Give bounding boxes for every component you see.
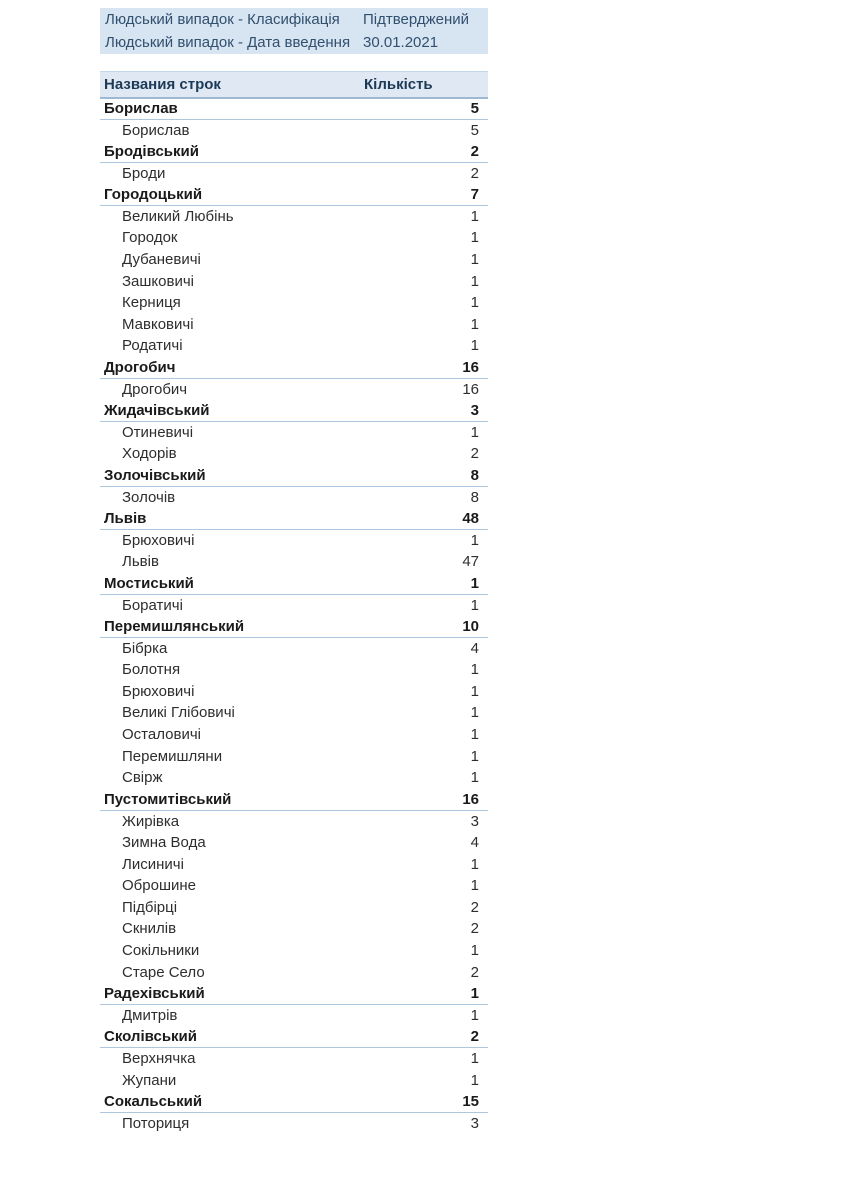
settlement-row — [100, 249, 488, 271]
row-label-cell[interactable]: Болотня — [122, 661, 181, 679]
row-label-cell[interactable]: Дмитрів — [122, 1006, 178, 1024]
row-count-cell[interactable]: 1 — [470, 596, 479, 614]
row-count-cell[interactable]: 1 — [470, 747, 479, 765]
row-label-cell[interactable]: Мостиський — [100, 573, 359, 595]
settlement-row — [100, 681, 488, 703]
settlement-row — [100, 832, 488, 854]
row-label-cell[interactable]: Бродівський — [100, 141, 359, 163]
settlement-row — [100, 659, 488, 681]
row-count-cell[interactable]: 1 — [470, 1050, 479, 1068]
filter-entry-date-value[interactable]: 30.01.2021 — [363, 34, 439, 51]
row-label-cell[interactable]: Броди — [122, 164, 166, 182]
row-count-cell[interactable]: 8 — [359, 465, 488, 487]
pivot-table-body — [100, 98, 488, 1135]
region-row — [100, 357, 488, 379]
settlement-row — [100, 529, 488, 551]
row-count-cell[interactable]: 3 — [470, 812, 479, 830]
row-count-cell[interactable]: 1 — [470, 531, 479, 549]
row-label-cell[interactable]: Дрогобич — [100, 357, 359, 379]
row-count-cell[interactable]: 1 — [470, 337, 479, 355]
region-row — [100, 400, 488, 422]
row-label-cell[interactable]: Жидачівський — [100, 400, 359, 422]
row-label-cell[interactable]: Сокільники — [122, 941, 200, 959]
row-count-cell[interactable]: 2 — [470, 164, 479, 182]
row-count-cell[interactable]: 3 — [359, 400, 488, 422]
row-count-cell[interactable]: 1 — [470, 1071, 479, 1089]
region-row — [100, 789, 488, 811]
row-label-cell[interactable]: Бібрка — [122, 639, 168, 657]
settlement-row — [100, 702, 488, 724]
settlement-row — [100, 875, 488, 897]
settlement-row — [100, 270, 488, 292]
settlement-row — [100, 1004, 488, 1026]
row-count-cell[interactable]: 2 — [470, 963, 479, 981]
row-label-cell[interactable]: Дубаневичі — [122, 250, 201, 268]
row-label-cell[interactable]: Ходорів — [122, 445, 177, 463]
row-count-cell[interactable]: 1 — [470, 208, 479, 226]
row-label-cell[interactable]: Городок — [122, 229, 178, 247]
settlement-row — [100, 637, 488, 659]
settlement-row — [100, 205, 488, 227]
row-count-cell[interactable]: 2 — [359, 1026, 488, 1048]
settlement-row — [100, 853, 488, 875]
row-label-cell[interactable]: Скнилів — [122, 920, 177, 938]
row-label-cell[interactable]: Львів — [122, 553, 159, 571]
row-count-cell[interactable]: 4 — [470, 833, 479, 851]
settlement-row — [100, 1048, 488, 1070]
row-count-cell[interactable]: 2 — [359, 141, 488, 163]
settlement-row — [100, 724, 488, 746]
row-label-cell[interactable]: Верхнячка — [122, 1050, 196, 1068]
pivot-sheet — [100, 8, 488, 1134]
row-count-cell[interactable]: 7 — [359, 184, 488, 206]
row-label-cell[interactable]: Отиневичі — [122, 423, 194, 441]
row-label-cell[interactable]: Великий Любінь — [122, 208, 234, 226]
row-label-cell[interactable]: Свірж — [122, 769, 163, 787]
row-count-cell[interactable]: 1 — [470, 704, 479, 722]
row-count-cell[interactable]: 47 — [462, 553, 479, 571]
header-row-labels[interactable]: Названия строк — [100, 72, 359, 98]
filter-row-classification — [100, 8, 488, 31]
settlement-row — [100, 594, 488, 616]
row-label-cell[interactable]: Підбірці — [122, 898, 178, 916]
row-label-cell[interactable]: Родатичі — [122, 337, 183, 355]
row-count-cell[interactable]: 1 — [470, 726, 479, 744]
row-label-cell[interactable]: Зимна Вода — [122, 833, 206, 851]
settlement-row — [100, 119, 488, 141]
region-row — [100, 983, 488, 1005]
row-label-cell[interactable]: Оброшине — [122, 877, 196, 895]
filter-entry-date-label[interactable]: Людський випадок - Дата введення — [105, 34, 351, 51]
settlement-row — [100, 745, 488, 767]
row-label-cell[interactable]: Перемишляни — [122, 747, 223, 765]
row-label-cell[interactable]: Золочівський — [100, 465, 359, 487]
settlement-row — [100, 378, 488, 400]
row-count-cell[interactable]: 1 — [470, 855, 479, 873]
region-row — [100, 141, 488, 163]
settlement-row — [100, 918, 488, 940]
row-count-cell[interactable]: 1 — [470, 229, 479, 247]
filter-classification-label[interactable]: Людський випадок - Класифікація — [105, 11, 340, 28]
row-count-cell[interactable]: 1 — [470, 682, 479, 700]
row-count-cell[interactable]: 8 — [470, 488, 479, 506]
settlement-row — [100, 767, 488, 789]
settlement-row — [100, 292, 488, 314]
row-label-cell[interactable]: Старе Село — [122, 963, 205, 981]
row-count-cell[interactable]: 1 — [470, 250, 479, 268]
row-count-cell[interactable]: 10 — [359, 616, 488, 638]
settlement-row — [100, 810, 488, 832]
row-label-cell[interactable]: Борислав — [122, 121, 190, 139]
row-count-cell[interactable]: 2 — [470, 445, 479, 463]
row-label-cell[interactable]: Осталовичі — [122, 726, 201, 744]
region-row — [100, 98, 488, 120]
region-row — [100, 465, 488, 487]
row-count-cell[interactable]: 1 — [359, 983, 488, 1005]
pivot-filter-area — [100, 8, 488, 54]
filter-row-entry-date — [100, 31, 488, 54]
row-label-cell[interactable]: Керниця — [122, 294, 181, 312]
row-label-cell[interactable]: Зашковичі — [122, 272, 195, 290]
region-row — [100, 184, 488, 206]
row-count-cell[interactable]: 16 — [462, 380, 479, 398]
row-label-cell[interactable]: Жупани — [122, 1071, 177, 1089]
row-count-cell[interactable]: 3 — [470, 1114, 479, 1132]
row-count-cell[interactable]: 48 — [359, 508, 488, 530]
row-count-cell[interactable]: 1 — [470, 769, 479, 787]
row-label-cell[interactable]: Городоцький — [100, 184, 359, 206]
row-label-cell[interactable]: Боратичі — [122, 596, 183, 614]
row-count-cell[interactable]: 15 — [359, 1091, 488, 1113]
settlement-row — [100, 551, 488, 573]
row-label-cell[interactable]: Сколівський — [100, 1026, 359, 1048]
row-label-cell[interactable]: Радехівський — [100, 983, 359, 1005]
row-count-cell[interactable]: 1 — [470, 941, 479, 959]
region-row — [100, 508, 488, 530]
settlement-row — [100, 1069, 488, 1091]
row-label-cell[interactable]: Поториця — [122, 1114, 190, 1132]
region-row — [100, 616, 488, 638]
row-count-cell[interactable]: 1 — [470, 1006, 479, 1024]
filter-classification-value[interactable]: Підтверджений — [363, 11, 470, 28]
row-label-cell[interactable]: Пустомитівський — [100, 789, 359, 811]
row-count-cell[interactable]: 16 — [359, 789, 488, 811]
row-count-cell[interactable]: 1 — [470, 877, 479, 895]
settlement-row — [100, 1112, 488, 1134]
settlement-row — [100, 227, 488, 249]
row-count-cell[interactable]: 2 — [470, 898, 479, 916]
settlement-row — [100, 443, 488, 465]
settlement-row — [100, 940, 488, 962]
row-count-cell[interactable]: 1 — [359, 573, 488, 595]
row-count-cell[interactable]: 1 — [470, 294, 479, 312]
settlement-row — [100, 896, 488, 918]
settlement-row — [100, 313, 488, 335]
row-label-cell[interactable]: Брюховичі — [122, 682, 195, 700]
row-label-cell[interactable]: Борислав — [100, 98, 359, 120]
region-row — [100, 573, 488, 595]
settlement-row — [100, 335, 488, 357]
row-label-cell[interactable]: Дрогобич — [122, 380, 188, 398]
row-label-cell[interactable]: Перемишлянський — [100, 616, 359, 638]
region-row — [100, 1091, 488, 1113]
row-label-cell[interactable]: Лисиничі — [122, 855, 184, 873]
row-label-cell[interactable]: Золочів — [122, 488, 176, 506]
region-row — [100, 1026, 488, 1048]
row-count-cell[interactable]: 1 — [470, 423, 479, 441]
row-count-cell[interactable]: 5 — [359, 98, 488, 120]
header-count[interactable]: Кількість — [359, 72, 488, 98]
row-count-cell[interactable]: 1 — [470, 272, 479, 290]
row-count-cell[interactable]: 5 — [470, 121, 479, 139]
pivot-table — [100, 71, 488, 1134]
settlement-row — [100, 961, 488, 983]
row-label-cell[interactable]: Брюховичі — [122, 531, 195, 549]
row-count-cell[interactable]: 4 — [470, 639, 479, 657]
row-label-cell[interactable]: Жирівка — [122, 812, 180, 830]
row-count-cell[interactable]: 2 — [470, 920, 479, 938]
settlement-row — [100, 162, 488, 184]
row-label-cell[interactable]: Сокальський — [100, 1091, 359, 1113]
row-count-cell[interactable]: 1 — [470, 661, 479, 679]
row-label-cell[interactable]: Львів — [100, 508, 359, 530]
row-label-cell[interactable]: Мавковичі — [122, 315, 194, 333]
row-count-cell[interactable]: 1 — [470, 315, 479, 333]
settlement-row — [100, 421, 488, 443]
row-label-cell[interactable]: Великі Глібовичі — [122, 704, 235, 722]
settlement-row — [100, 486, 488, 508]
pivot-header-row — [100, 72, 488, 98]
row-count-cell[interactable]: 16 — [359, 357, 488, 379]
